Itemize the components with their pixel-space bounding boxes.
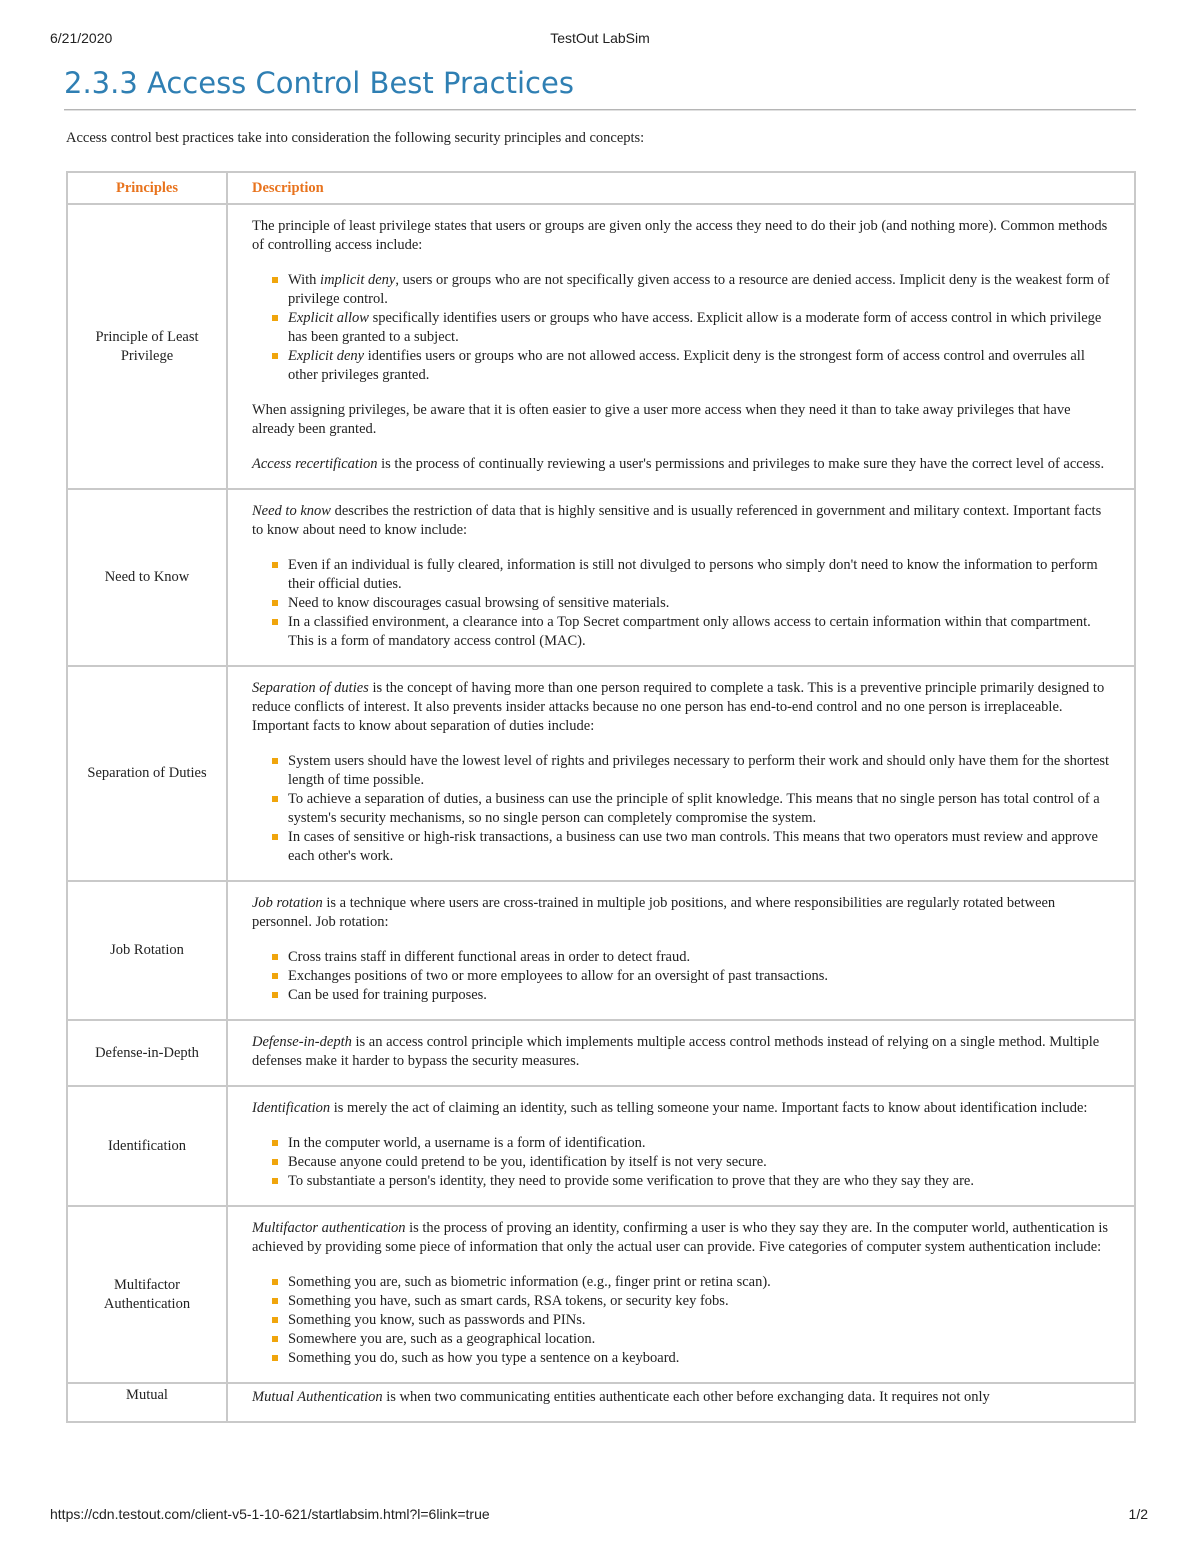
table-row	[67, 1020, 1135, 1086]
principle-description	[227, 204, 1135, 489]
print-app-title: TestOut LabSim	[550, 30, 650, 46]
emphasized-term: Separation of duties	[252, 680, 369, 696]
list-item	[288, 556, 1110, 594]
square-bullet-icon	[272, 1336, 278, 1342]
list-item	[288, 1311, 1110, 1330]
list-item	[288, 309, 1110, 347]
text-segment: System users should have the lowest level of rights and privileges necessary to perform their work and should only have them for the shortest length of time possible.	[288, 753, 1110, 788]
list-item	[288, 1134, 1110, 1153]
text-segment: When assigning privileges, be aware that it is often easier to give a user more access when they need it than to take away privileges that have already been granted.	[252, 402, 1071, 437]
emphasized-term: Mutual Authentication	[252, 1389, 383, 1405]
text-segment: Somewhere you are, such as a geographical location.	[288, 1331, 596, 1347]
text-segment: , users or groups who are not specifically given access to a resource are denied access. Implicit deny is the weakest form of privilege control.	[288, 272, 1110, 307]
principle-name: Separation of Duties	[67, 666, 227, 881]
principle-description	[227, 1383, 1135, 1422]
table-row	[67, 881, 1135, 1020]
list-item	[288, 594, 1110, 613]
bullet-list	[252, 948, 1110, 1005]
text-segment: is the process of proving an identity, confirming a user is who they say they are. In the computer world, authentication is achieved by providing some piece of information that only the actual user can provide. Five categories of computer system authentication include:	[252, 1220, 1108, 1255]
text-segment: Something you know, such as passwords and PINs.	[288, 1312, 586, 1328]
principle-name: Job Rotation	[67, 881, 227, 1020]
principles-table-container	[66, 171, 1136, 1501]
description-column-header: Description	[227, 172, 1135, 204]
principles-table	[66, 171, 1136, 1423]
list-item	[288, 828, 1110, 866]
square-bullet-icon	[272, 315, 278, 321]
principles-column-header: Principles	[67, 172, 227, 204]
description-paragraph	[252, 1388, 1110, 1407]
text-segment: Something you are, such as biometric information (e.g., finger print or retina scan).	[288, 1274, 771, 1290]
list-item	[288, 752, 1110, 790]
print-date: 6/21/2020	[50, 30, 113, 46]
text-segment: is when two communicating entities authenticate each other before exchanging data. It requires not only	[382, 1389, 990, 1405]
principle-description	[227, 1020, 1135, 1086]
list-item	[288, 347, 1110, 385]
square-bullet-icon	[272, 562, 278, 568]
square-bullet-icon	[272, 1159, 278, 1165]
text-segment: In cases of sensitive or high-risk transactions, a business can use two man controls. This means that two operators must review and approve each other's work.	[288, 829, 1098, 864]
page-title: 2.3.3 Access Control Best Practices	[64, 66, 574, 100]
text-segment: Even if an individual is fully cleared, information is still not divulged to persons who simply don't need to know the information to perform their official duties.	[288, 557, 1098, 592]
table-row	[67, 204, 1135, 489]
table-row	[67, 1206, 1135, 1383]
text-segment: With	[288, 272, 321, 288]
emphasized-term: Explicit allow	[288, 310, 369, 326]
description-paragraph	[252, 502, 1110, 540]
square-bullet-icon	[272, 1178, 278, 1184]
principle-name: Defense-in-Depth	[67, 1020, 227, 1086]
text-segment: Exchanges positions of two or more employees to allow for an oversight of past transactions.	[288, 968, 829, 984]
square-bullet-icon	[272, 1140, 278, 1146]
description-paragraph	[252, 1219, 1110, 1257]
principle-description	[227, 1086, 1135, 1206]
square-bullet-icon	[272, 1279, 278, 1285]
text-segment: describes the restriction of data that is highly sensitive and is usually referenced in government and military context. Important facts to know about need to know include:	[252, 503, 1102, 538]
table-row	[67, 1086, 1135, 1206]
bullet-list	[252, 1134, 1110, 1191]
text-segment: In the computer world, a username is a form of identification.	[288, 1135, 646, 1151]
description-paragraph	[252, 1033, 1110, 1071]
principle-name: Identification	[67, 1086, 227, 1206]
list-item	[288, 1273, 1110, 1292]
title-divider	[64, 109, 1136, 111]
text-segment: is the concept of having more than one person required to complete a task. This is a preventive principle primarily designed to reduce conflicts of interest. It also prevents insider attacks because no one person has end-to-end control and no one person is irreplaceable. Important facts to know about separation of duties include:	[252, 680, 1105, 734]
text-segment: To substantiate a person's identity, they need to provide some verification to prove that they are who they say they are.	[288, 1173, 974, 1189]
print-url: https://cdn.testout.com/client-v5-1-10-621/startlabsim.html?l=6link=true	[50, 1506, 490, 1522]
square-bullet-icon	[272, 758, 278, 764]
list-item	[288, 613, 1110, 651]
text-segment: To achieve a separation of duties, a business can use the principle of split knowledge. This means that no single person has total control of a system's security mechanisms, so no single person can completely compromise the system.	[288, 791, 1100, 826]
principle-description	[227, 489, 1135, 666]
principle-description	[227, 881, 1135, 1020]
bullet-list	[252, 556, 1110, 651]
principle-description	[227, 1206, 1135, 1383]
table-row	[67, 489, 1135, 666]
emphasized-term: implicit deny	[320, 272, 396, 288]
print-page-number: 1/2	[1128, 1506, 1148, 1522]
emphasized-term: Access recertification	[252, 456, 378, 472]
text-segment: is a technique where users are cross-trained in multiple job positions, and where responsibilities are regularly rotated between personnel. Job rotation:	[252, 895, 1056, 930]
text-segment: Need to know discourages casual browsing of sensitive materials.	[288, 595, 670, 611]
intro-text: Access control best practices take into consideration the following security principles and concepts:	[66, 130, 645, 146]
text-segment: In a classified environment, a clearance into a Top Secret compartment only allows access to certain information within that compartment. This is a form of mandatory access control (MAC).	[288, 614, 1091, 649]
list-item	[288, 1349, 1110, 1368]
text-segment: Something you do, such as how you type a sentence on a keyboard.	[288, 1350, 680, 1366]
square-bullet-icon	[272, 353, 278, 359]
emphasized-term: Identification	[252, 1100, 331, 1116]
description-paragraph	[252, 217, 1110, 255]
text-segment: is merely the act of claiming an identity, such as telling someone your name. Important facts to know about identification include:	[330, 1100, 1088, 1116]
table-body	[67, 204, 1135, 1422]
table-row	[67, 1383, 1135, 1422]
principle-name: Need to Know	[67, 489, 227, 666]
square-bullet-icon	[272, 619, 278, 625]
list-item	[288, 1153, 1110, 1172]
bullet-list	[252, 271, 1110, 385]
list-item	[288, 986, 1110, 1005]
table-header-row	[67, 172, 1135, 204]
principle-name: Mutual	[67, 1383, 227, 1422]
square-bullet-icon	[272, 954, 278, 960]
text-segment: identifies users or groups who are not allowed access. Explicit deny is the strongest form of access control and overrules all other privileges granted.	[288, 348, 1085, 383]
square-bullet-icon	[272, 992, 278, 998]
square-bullet-icon	[272, 1298, 278, 1304]
table-row	[67, 666, 1135, 881]
square-bullet-icon	[272, 600, 278, 606]
bullet-list	[252, 1273, 1110, 1368]
square-bullet-icon	[272, 834, 278, 840]
square-bullet-icon	[272, 1355, 278, 1361]
principle-name: Multifactor Authentication	[67, 1206, 227, 1383]
principle-name: Principle of Least Privilege	[67, 204, 227, 489]
emphasized-term: Multifactor authentication	[252, 1220, 406, 1236]
list-item	[288, 790, 1110, 828]
square-bullet-icon	[272, 277, 278, 283]
text-segment: is an access control principle which implements multiple access control methods instead of relying on a single method. Multiple defenses make it harder to bypass the security measures.	[252, 1034, 1100, 1069]
description-paragraph	[252, 679, 1110, 736]
square-bullet-icon	[272, 1317, 278, 1323]
description-paragraph	[252, 894, 1110, 932]
text-segment: is the process of continually reviewing a user's permissions and privileges to make sure they have the correct level of access.	[377, 456, 1105, 472]
emphasized-term: Explicit deny	[288, 348, 365, 364]
text-segment: Something you have, such as smart cards, RSA tokens, or security key fobs.	[288, 1293, 729, 1309]
principle-description	[227, 666, 1135, 881]
list-item	[288, 1172, 1110, 1191]
emphasized-term: Defense-in-depth	[252, 1034, 352, 1050]
square-bullet-icon	[272, 973, 278, 979]
description-paragraph	[252, 455, 1110, 474]
emphasized-term: Need to know	[252, 503, 331, 519]
emphasized-term: Job rotation	[252, 895, 323, 911]
square-bullet-icon	[272, 796, 278, 802]
list-item	[288, 271, 1110, 309]
text-segment: Can be used for training purposes.	[288, 987, 487, 1003]
list-item	[288, 967, 1110, 986]
text-segment: Because anyone could pretend to be you, identification by itself is not very secure.	[288, 1154, 767, 1170]
list-item	[288, 1330, 1110, 1349]
text-segment: Cross trains staff in different functional areas in order to detect fraud.	[288, 949, 691, 965]
description-paragraph	[252, 1099, 1110, 1118]
list-item	[288, 1292, 1110, 1311]
description-paragraph	[252, 401, 1110, 439]
text-segment: The principle of least privilege states that users or groups are given only the access they need to do their job (and nothing more). Common methods of controlling access include:	[252, 218, 1108, 253]
list-item	[288, 948, 1110, 967]
bullet-list	[252, 752, 1110, 866]
text-segment: specifically identifies users or groups who have access. Explicit allow is a moderate form of access control in which privilege has been granted to a subject.	[288, 310, 1102, 345]
